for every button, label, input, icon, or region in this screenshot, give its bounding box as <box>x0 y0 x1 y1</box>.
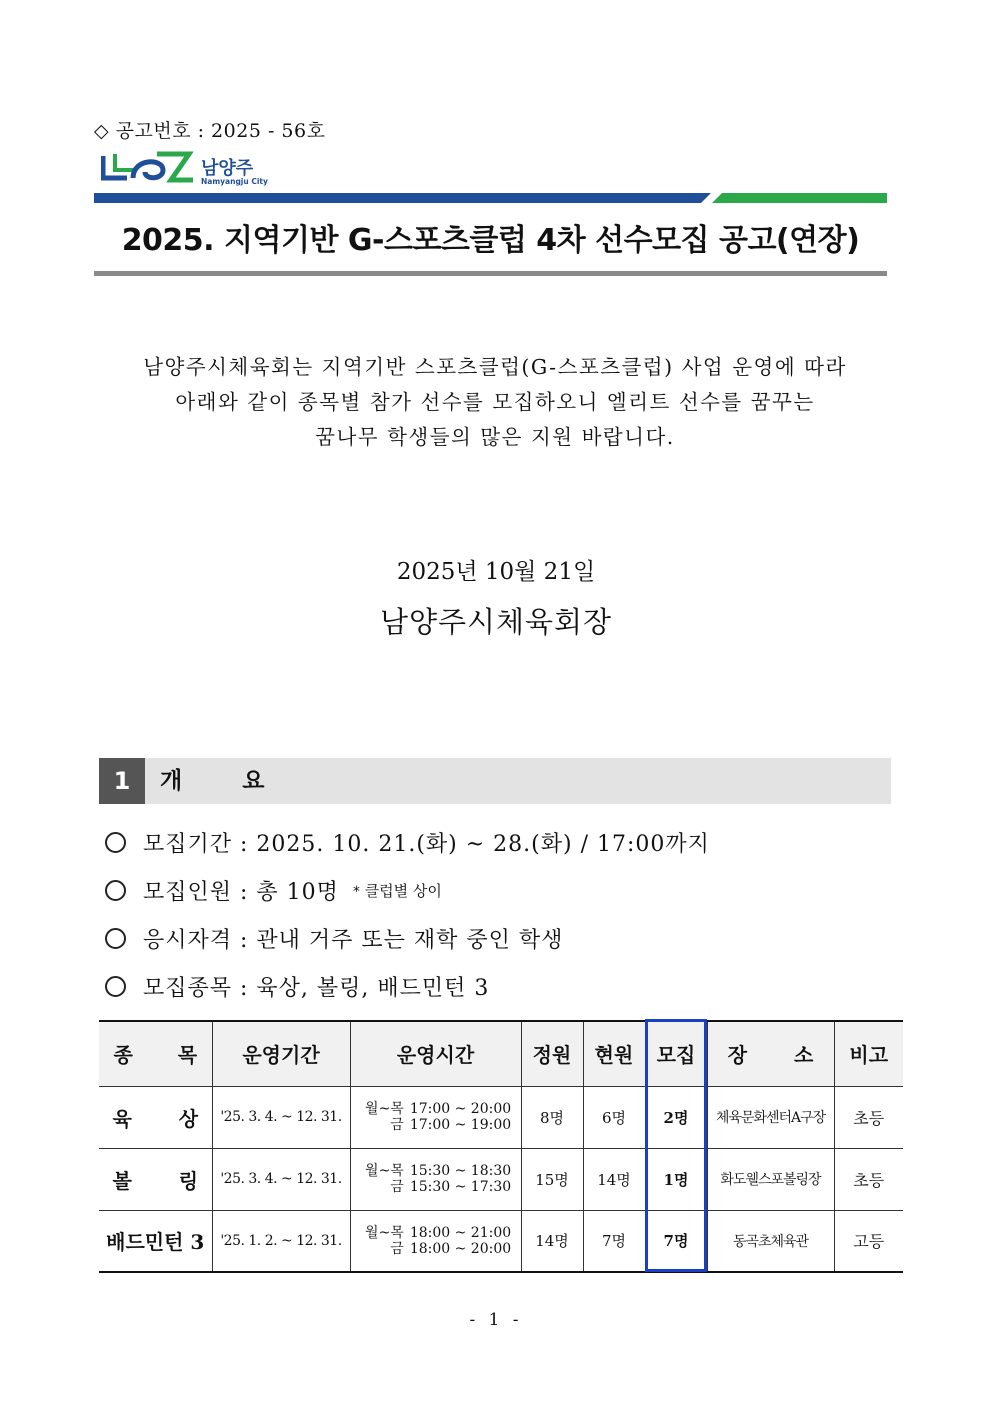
eligibility: 응시자격 : 관내 거주 또는 재학 중인 학생 <box>143 927 564 953</box>
time-cell: 월~목 15:30 ~ 18:30 금 15:30 ~ 17:30 <box>350 1148 521 1210</box>
sport-cell: 볼 링 <box>99 1148 212 1210</box>
header-venue: 장 소 <box>707 1021 834 1086</box>
note-cell: 초등 <box>834 1148 903 1210</box>
venue-cell: 동곡초체육관 <box>707 1210 834 1272</box>
intro-line: 아래와 같이 종목별 참가 선수를 모집하오니 엘리트 선수를 꿈꾸는 <box>175 390 815 414</box>
recruit-sports: 모집종목 : 육상, 볼링, 배드민턴 3 <box>143 975 490 1001</box>
recruit-table <box>99 1020 903 1273</box>
table-row <box>99 1086 903 1148</box>
venue-cell: 화도웰스포볼링장 <box>707 1148 834 1210</box>
quota-cell: 14명 <box>521 1210 583 1272</box>
time-cell: 월~목 18:00 ~ 21:00 금 18:00 ~ 20:00 <box>350 1210 521 1272</box>
namyangju-logo <box>101 150 271 190</box>
intro-line: 꿈나무 학생들의 많은 지원 바랍니다. <box>315 425 675 449</box>
recruit-count-note <box>353 880 442 901</box>
note-text: 클럽별 상이 <box>364 881 442 900</box>
recruit-count: 모집인원 : 총 10명 <box>143 879 339 905</box>
period-cell: '25. 3. 4. ~ 12. 31. <box>212 1148 350 1210</box>
page-number: - 1 - <box>469 1310 523 1330</box>
period-cell: '25. 1. 2. ~ 12. 31. <box>212 1210 350 1272</box>
intro-line: 남양주시체육회는 지역기반 스포츠클럽(G-스포츠클럽) 사업 운영에 따라 <box>143 355 847 379</box>
venue-cell: 체육문화센터A구장 <box>707 1086 834 1148</box>
current-cell: 7명 <box>583 1210 645 1272</box>
circle-bullet-icon <box>105 832 126 853</box>
section-title: 개 요 <box>160 768 265 794</box>
quota-cell: 15명 <box>521 1148 583 1210</box>
header-period: 운영기간 <box>212 1021 350 1086</box>
table-header-row <box>99 1021 903 1086</box>
recruit-cell: 1명 <box>645 1148 707 1210</box>
current-cell: 14명 <box>583 1148 645 1210</box>
header-stripe <box>94 193 887 203</box>
recruit-column-highlight <box>645 1019 707 1272</box>
overview-item <box>105 818 895 866</box>
note-cell: 초등 <box>834 1086 903 1148</box>
signer-title: 남양주시체육회장 <box>379 605 613 639</box>
page-title: 2025. 지역기반 G-스포츠클럽 4차 선수모집 공고(연장) <box>121 223 860 258</box>
section-number: 1 <box>99 758 145 804</box>
recruit-cell: 7명 <box>645 1210 707 1272</box>
header-time: 운영시간 <box>350 1021 521 1086</box>
quota-cell: 8명 <box>521 1086 583 1148</box>
notice-number: ◇ 공고번호 : 2025 - 56호 <box>94 120 326 142</box>
current-cell: 6명 <box>583 1086 645 1148</box>
logo-city-name: 남양주 <box>201 158 254 179</box>
header-current: 현원 <box>583 1021 645 1086</box>
header-quota: 정원 <box>521 1021 583 1086</box>
logo-city-name-en: Namyangju City <box>201 177 268 186</box>
city-emblem-icon <box>101 150 196 186</box>
title-rule <box>94 271 887 276</box>
overview-item <box>105 914 895 962</box>
circle-bullet-icon <box>105 976 126 997</box>
time-cell: 월~목 17:00 ~ 20:00 금 17:00 ~ 19:00 <box>350 1086 521 1148</box>
overview-item <box>105 962 895 1010</box>
note-cell: 고등 <box>834 1210 903 1272</box>
sport-cell: 육 상 <box>99 1086 212 1148</box>
overview-item <box>105 866 895 914</box>
header-note: 비고 <box>834 1021 903 1086</box>
recruit-period: 모집기간 : 2025. 10. 21.(화) ~ 28.(화) / 17:00까지 <box>143 831 710 857</box>
header-recruit: 모집 <box>645 1021 707 1086</box>
table-row <box>99 1210 903 1272</box>
announcement-date: 2025년 10월 21일 <box>396 559 596 585</box>
sport-cell: 배드민턴 3 <box>99 1210 212 1272</box>
header-sport: 종 목 <box>99 1021 212 1086</box>
intro-text <box>80 350 910 455</box>
note-mark: * <box>352 883 360 900</box>
table-row <box>99 1148 903 1210</box>
period-cell: '25. 3. 4. ~ 12. 31. <box>212 1086 350 1148</box>
circle-bullet-icon <box>105 880 126 901</box>
circle-bullet-icon <box>105 928 126 949</box>
recruit-cell: 2명 <box>645 1086 707 1148</box>
overview-list <box>105 818 895 1010</box>
